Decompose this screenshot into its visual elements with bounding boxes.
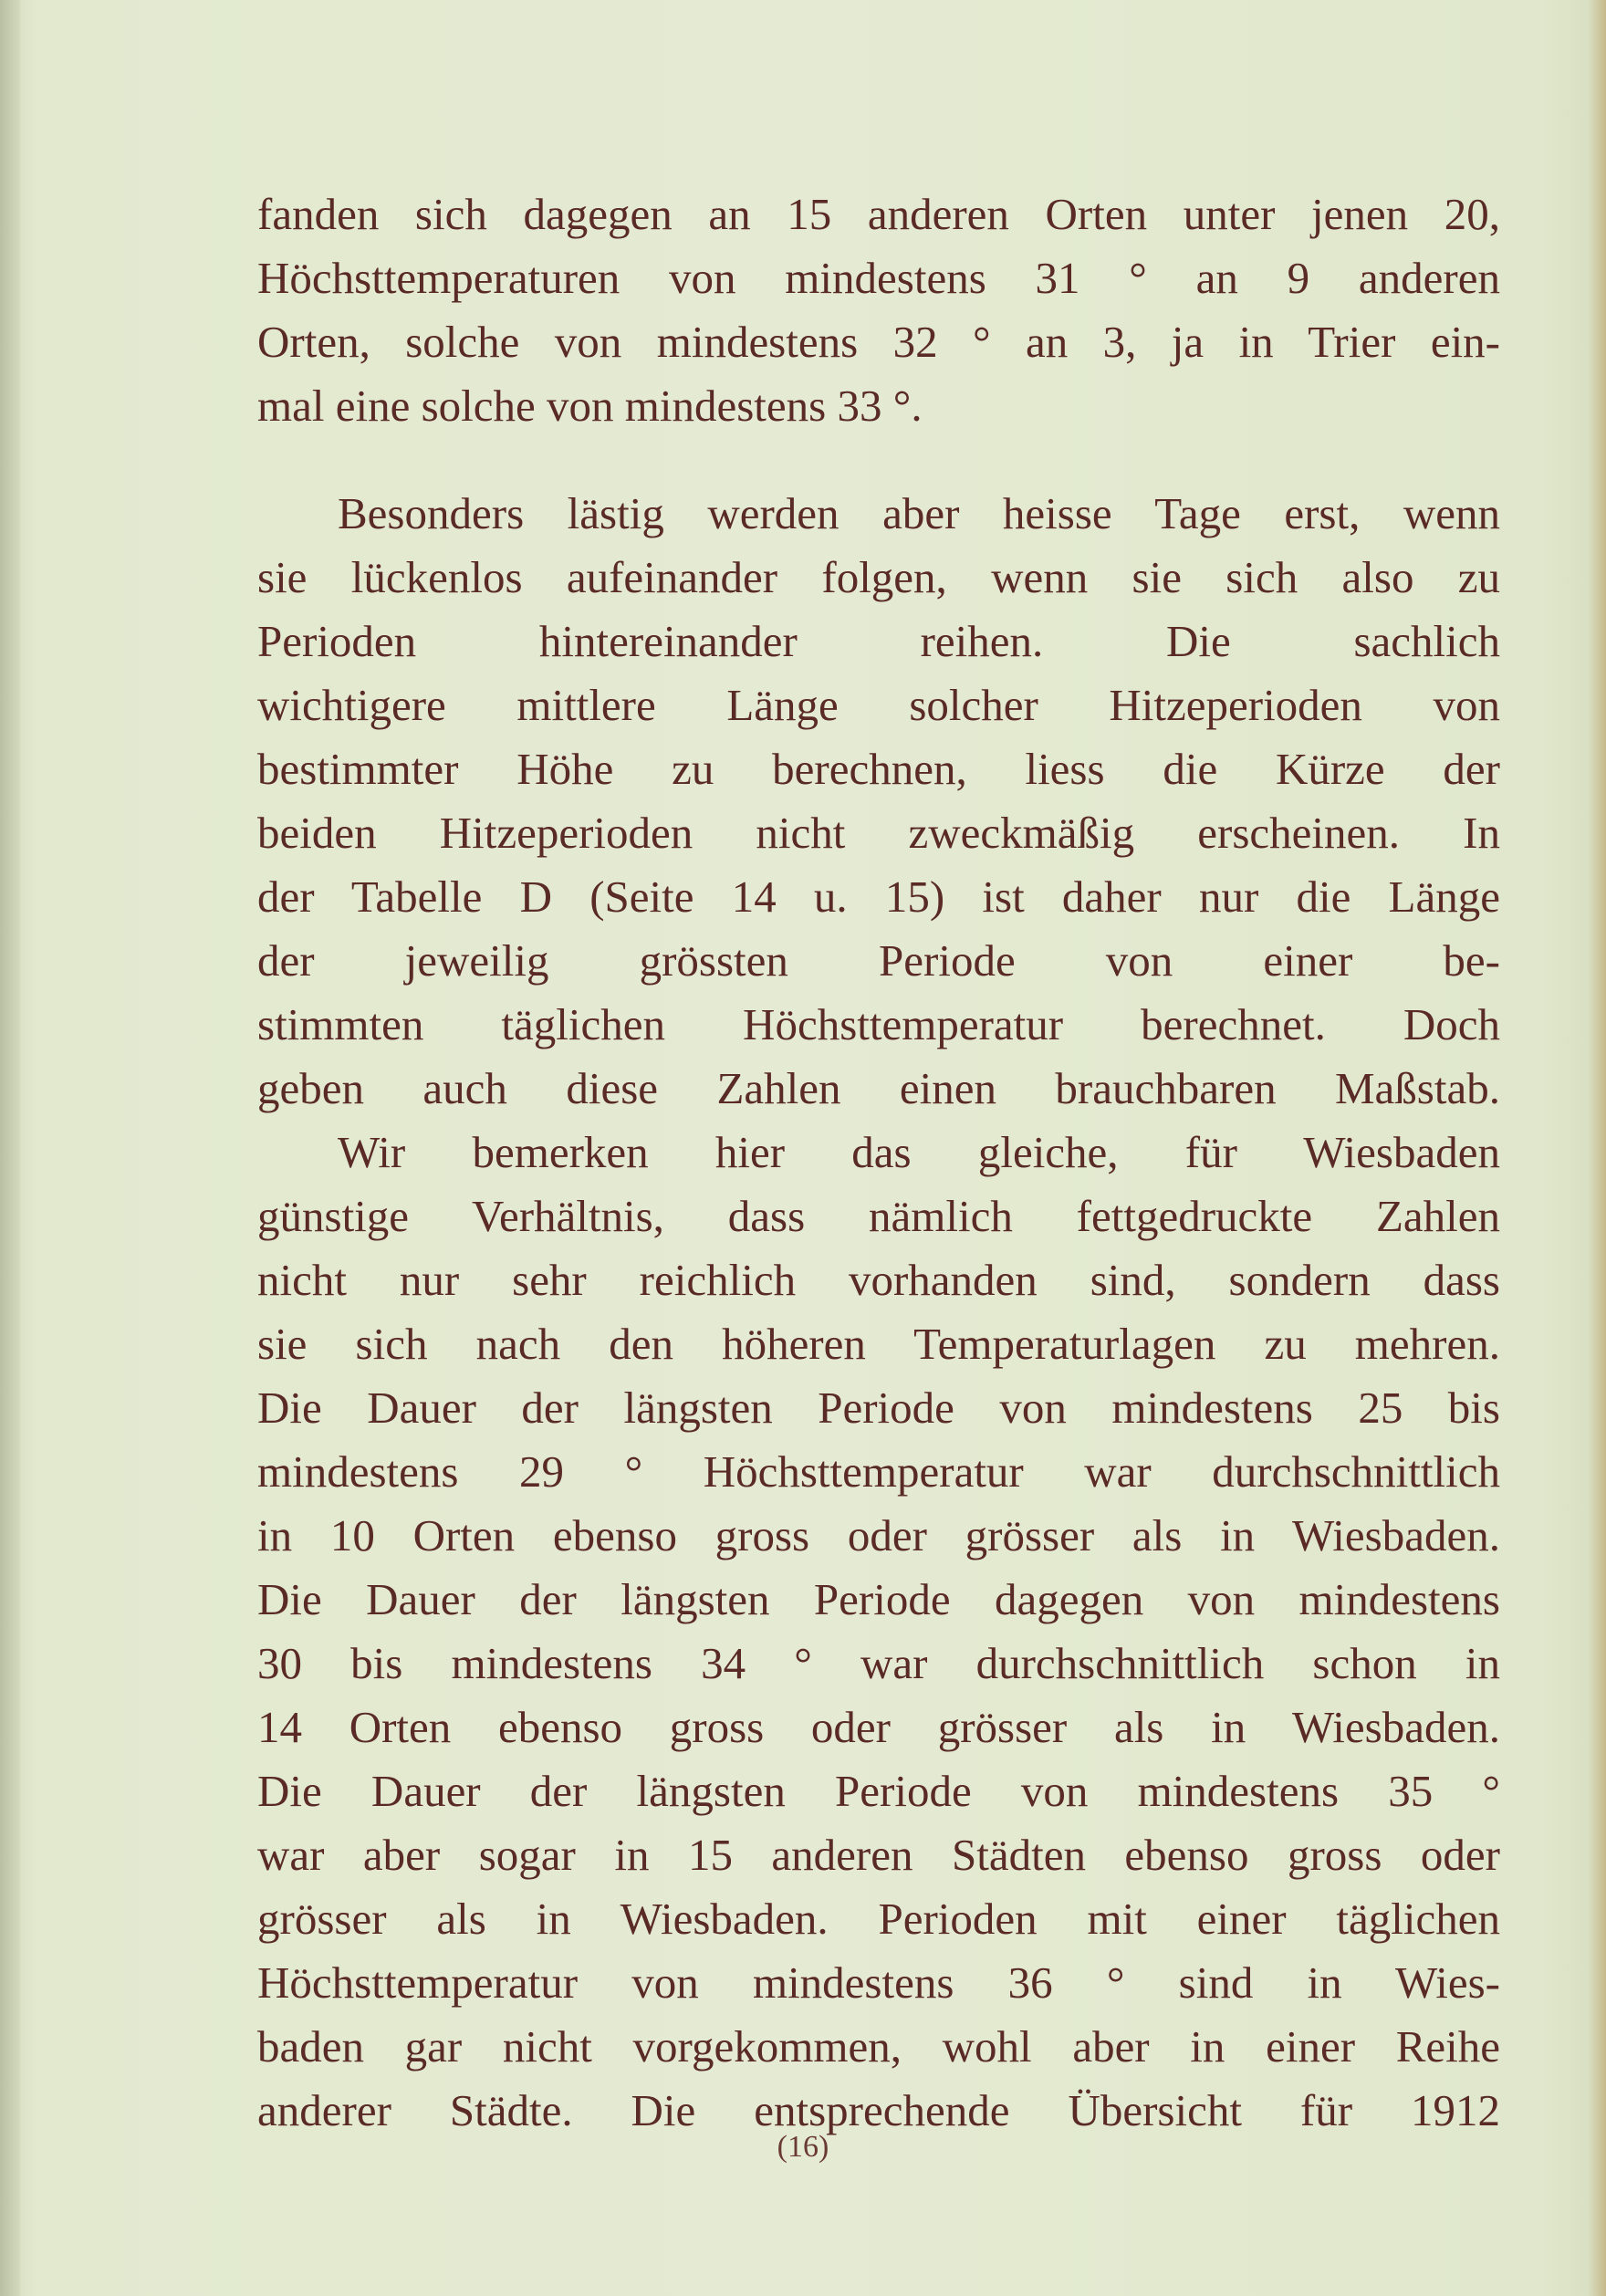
text-line: mindestens 29 ° Höchsttemperatur war durchschnittlich xyxy=(257,1446,1500,1497)
text-line: wichtigere mittlere Länge solcher Hitzeperioden von xyxy=(257,680,1500,730)
text-line: sie sich nach den höheren Temperaturlagen zu mehren. xyxy=(257,1319,1500,1369)
paragraph-3 xyxy=(257,1121,1500,2143)
text-line: bestimmter Höhe zu berechnen, liess die Kürze der xyxy=(257,744,1500,794)
text-line: baden gar nicht vorgekommen, wohl aber in einer Reihe xyxy=(257,2021,1500,2072)
text-line: Die Dauer der längsten Periode dagegen von mindestens xyxy=(257,1574,1500,1624)
paragraph-2 xyxy=(257,482,1500,1121)
text-line: geben auch diese Zahlen einen brauchbaren Maßstab. xyxy=(257,1063,1500,1113)
text-line: günstige Verhältnis, dass nämlich fettgedruckte Zahlen xyxy=(257,1191,1500,1241)
page-binding-edge xyxy=(0,0,20,2296)
text-line: sie lückenlos aufeinander folgen, wenn sie sich also zu xyxy=(257,552,1500,602)
text-line: Wir bemerken hier das gleiche, für Wiesbaden xyxy=(338,1127,1500,1177)
text-line: anderer Städte. Die entsprechende Übersicht für 1912 xyxy=(257,2085,1500,2135)
text-line: nicht nur sehr reichlich vorhanden sind, sondern dass xyxy=(257,1255,1500,1305)
text-line: beiden Hitzeperioden nicht zweckmäßig erscheinen. In xyxy=(257,808,1500,858)
body-text xyxy=(257,183,1500,2143)
text-line: fanden sich dagegen an 15 anderen Orten unter jenen 20, xyxy=(257,189,1500,239)
text-line: Höchsttemperatur von mindestens 36 ° sind in Wies- xyxy=(257,1957,1500,2008)
text-line: Die Dauer der längsten Periode von mindestens 25 bis xyxy=(257,1383,1500,1433)
text-line: mal eine solche von mindestens 33 °. xyxy=(257,381,923,431)
text-line: der Tabelle D (Seite 14 u. 15) ist daher nur die Länge xyxy=(257,871,1500,922)
page-number: (16) xyxy=(777,2130,829,2164)
text-line: grösser als in Wiesbaden. Perioden mit einer täglichen xyxy=(257,1894,1500,1944)
text-line: in 10 Orten ebenso gross oder grösser als in Wiesbaden. xyxy=(257,1510,1500,1560)
text-line: 14 Orten ebenso gross oder grösser als in Wiesbaden. xyxy=(257,1702,1500,1752)
text-line: war aber sogar in 15 anderen Städten ebenso gross oder xyxy=(257,1830,1500,1880)
text-line: der jeweilig grössten Periode von einer be- xyxy=(257,935,1500,986)
page-outer-edge xyxy=(1588,0,1606,2296)
text-line: Höchsttemperaturen von mindestens 31 ° an 9 anderen xyxy=(257,253,1500,303)
paragraph-1 xyxy=(257,183,1500,438)
text-line: 30 bis mindestens 34 ° war durchschnittlich schon in xyxy=(257,1638,1500,1688)
text-line: Die Dauer der längsten Periode von mindestens 35 ° xyxy=(257,1766,1500,1816)
text-line: stimmten täglichen Höchsttemperatur berechnet. Doch xyxy=(257,999,1500,1049)
text-line: Orten, solche von mindestens 32 ° an 3, ja in Trier ein- xyxy=(257,317,1500,367)
text-line: Besonders lästig werden aber heisse Tage erst, wenn xyxy=(338,488,1500,538)
text-line: Perioden hintereinander reihen. Die sachlich xyxy=(257,616,1500,666)
